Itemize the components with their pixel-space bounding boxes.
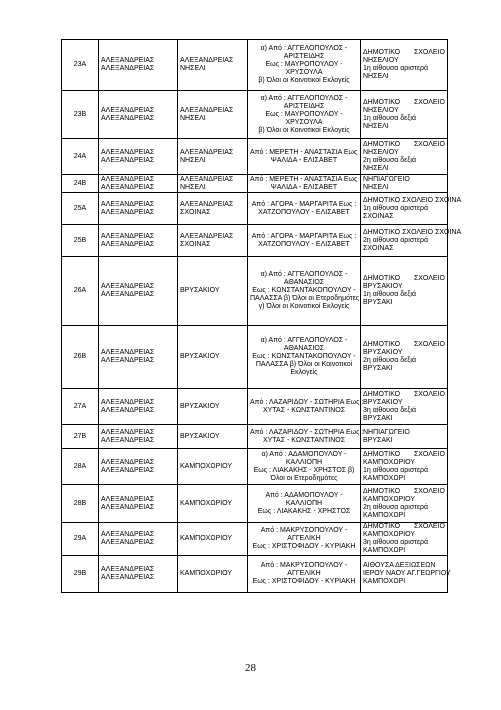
voters-line: ΧΑΤΖΟΠΟΥΛΟΥ - ΕΛΙΣΑΒΕΤ	[258, 240, 350, 248]
page-number: 28	[245, 662, 256, 674]
voters-line: Από : ΜΕΡΕΤΗ - ΑΝΑΣΤΑΣΙΑ Εως :	[250, 175, 362, 183]
polling-place-line: ΒΡΥΣΑΚΙΟΥ	[363, 398, 403, 406]
polling-place-line: 1η αίθουσα αριστερά	[363, 204, 429, 212]
polling-place-line: 3η αίθουσα αριστερά	[363, 539, 429, 546]
municipal-unit-line: ΑΛΕΞΑΝΔΡΕΙΑΣ	[101, 458, 155, 466]
polling-place-line: ΣΧΟΙΝΑΣ	[363, 212, 394, 220]
voters-line: ΑΘΑΝΑΣΙΟΣ	[283, 279, 325, 286]
polling-place-line: ΒΡΥΣΑΚΙ	[363, 436, 393, 444]
polling-place-line: ΝΗΣΕΛΙΟΥ	[363, 106, 399, 114]
municipal-unit-line: ΑΛΕΞΑΝΔΡΕΙΑΣ	[101, 200, 155, 208]
polling-place-cell	[361, 425, 448, 449]
voters-line: β) Όλοι οι Κοινοτικοί Εκλογείς	[258, 126, 350, 134]
table-row	[62, 139, 448, 175]
station-code-cell: 24Β	[62, 175, 99, 193]
polling-place-line: 2η αίθουσα δεξιά	[363, 156, 417, 164]
polling-place-line: ΒΡΥΣΑΚΙ	[363, 414, 393, 422]
voters-range-cell	[248, 389, 364, 425]
polling-place-line: ΔΗΜΟΤΙΚΟ ΣΧΟΛΕΙΟ ΣΧΟΙΝΑ	[363, 196, 462, 204]
municipal-unit-cell	[99, 257, 178, 326]
voters-range-cell	[248, 175, 361, 193]
polling-place-line: 1η αίθουσα δεξιά	[363, 114, 417, 122]
area-cell	[178, 425, 248, 449]
polling-place-cell	[361, 175, 448, 193]
polling-place-line: ΚΑΜΠΟΧΩΡΙ	[363, 547, 406, 554]
polling-place-cell	[361, 485, 448, 523]
table-row	[62, 523, 448, 556]
municipal-unit-line: ΑΛΕΞΑΝΔΡΕΙΑΣ	[101, 291, 155, 298]
voters-range-cell	[248, 193, 361, 225]
area-line: ΚΑΜΠΟΧΩΡΙΟΥ	[180, 570, 233, 577]
polling-place-cell	[361, 326, 448, 389]
area-line: ΑΛΕΞΑΝΔΡΕΙΑΣ	[180, 232, 234, 240]
municipal-unit-line: ΑΛΕΞΑΝΔΡΕΙΑΣ	[101, 436, 155, 444]
voters-line: Εως : ΜΑΥΡΟΠΟΥΛΟΥ -	[265, 61, 343, 68]
area-cell	[178, 389, 248, 425]
municipal-unit-line: ΑΛΕΞΑΝΔΡΕΙΑΣ	[101, 240, 155, 248]
polling-place-cell	[361, 225, 462, 257]
area-line: ΑΛΕΞΑΝΔΡΕΙΑΣ	[180, 200, 234, 208]
municipal-unit-cell	[99, 449, 178, 485]
voters-line: Όλοι οι Ετεροδημότες	[270, 474, 338, 482]
polling-place-line: ΝΗΣΕΛΙΟΥ	[363, 57, 399, 64]
voters-line: ΠΑΛΑΣΣΑ β) Όλοι οι Κοινοτικοί	[255, 361, 353, 368]
polling-place-word: ΣΧΟΛΕΙΟ	[413, 390, 445, 398]
voters-range-cell	[248, 485, 361, 523]
polling-place-line: 2η αίθουσα δεξιά	[363, 357, 417, 364]
station-code-cell: 25Α	[62, 193, 99, 225]
polling-place-word: ΣΧΟΛΕΙΟ	[413, 275, 445, 282]
station-code-cell: 25Β	[62, 225, 99, 257]
polling-place-line: ΚΑΜΠΟΧΩΡΙΟΥ	[363, 531, 416, 538]
municipal-unit-cell	[99, 425, 178, 449]
table-row	[62, 91, 448, 139]
voters-line: Εως : ΜΑΥΡΟΠΟΥΛΟΥ -	[265, 110, 343, 118]
polling-place-word: ΣΧΟΛΕΙΟ	[413, 450, 445, 458]
voters-line: α) Από : ΑΓΓΕΛΟΠΟΥΛΟΣ -	[260, 45, 348, 52]
area-cell	[178, 556, 248, 593]
voters-line: Από : ΑΓΟΡΑ - ΜΑΡΓΑΡΙΤΑ Εως :	[251, 232, 357, 240]
polling-place-line: 1η αίθουσα αριστερά	[363, 65, 429, 72]
area-cell	[178, 175, 248, 193]
municipal-unit-cell	[99, 389, 178, 425]
station-code-cell: 28Β	[62, 485, 99, 523]
voters-line: ΑΡΙΣΤΕΙΔΗΣ	[283, 53, 325, 60]
area-cell	[178, 326, 248, 389]
polling-place-line: 2η αίθουσα αριστερά	[363, 503, 429, 511]
polling-place-header-line	[363, 275, 445, 283]
polling-place-line: ΚΑΜΠΟΧΩΡΙ	[363, 511, 406, 519]
voters-range-cell	[248, 40, 361, 91]
polling-place-line: ΒΡΥΣΑΚΙΟΥ	[363, 349, 403, 356]
voters-line: Από : ΜΕΡΕΤΗ - ΑΝΑΣΤΑΣΙΑ Εως :	[250, 148, 362, 156]
table-row	[62, 425, 448, 449]
station-code-cell: 27Α	[62, 389, 99, 425]
polling-place-line: 1η αίθουσα δεξιά	[363, 291, 417, 298]
area-cell	[178, 449, 248, 485]
area-line: ΒΡΥΣΑΚΙΟΥ	[180, 287, 220, 294]
municipal-unit-cell	[99, 40, 178, 91]
voters-line: Εως : ΧΡΙΣΤΟΦΙΔΟΥ - ΚΥΡΙΑΚΗ	[252, 578, 356, 585]
municipal-unit-line: ΑΛΕΞΑΝΔΡΕΙΑΣ	[101, 531, 155, 538]
station-code-cell: 23Α	[62, 40, 99, 91]
polling-place-line: 1η αίθουσα αριστερά	[363, 466, 429, 474]
area-cell	[178, 193, 248, 225]
voters-line: Από : ΑΔΑΜΟΠΟΥΛΟΥ -	[265, 491, 343, 499]
polling-place-cell	[361, 523, 448, 556]
polling-place-cell	[361, 556, 451, 593]
polling-place-line: ΣΧΟΙΝΑΣ	[363, 244, 394, 252]
municipal-unit-cell	[99, 175, 178, 193]
municipal-unit-line: ΑΛΕΞΑΝΔΡΕΙΑΣ	[101, 156, 155, 164]
area-cell	[178, 485, 248, 523]
polling-place-header-line	[363, 141, 445, 149]
voters-range-cell	[248, 523, 361, 556]
municipal-unit-line: ΑΛΕΞΑΝΔΡΕΙΑΣ	[101, 148, 155, 156]
polling-place-word: ΣΧΟΛΕΙΟ	[413, 523, 445, 530]
area-line: ΚΑΜΠΟΧΩΡΙΟΥ	[180, 499, 233, 507]
municipal-unit-line: ΑΛΕΞΑΝΔΡΕΙΑΣ	[101, 106, 155, 114]
voters-range-cell	[248, 449, 361, 485]
polling-place-line: ΚΑΜΠΟΧΩΡΙΟΥ	[363, 458, 416, 466]
municipal-unit-line: ΑΛΕΞΑΝΔΡΕΙΑΣ	[101, 357, 155, 364]
voters-line: ΑΓΓΕΛΙΚΗ	[287, 535, 321, 542]
station-code-cell: 28Α	[62, 449, 99, 485]
municipal-unit-line: ΑΛΕΞΑΝΔΡΕΙΑΣ	[101, 232, 155, 240]
voters-line: Εως : ΚΩΝΣΤΑΝΤΑΚΟΠΟΥΛΟΥ -	[252, 353, 356, 360]
voters-line: γ) Όλοι οι Κοινοτικοί Εκλογείς	[258, 303, 350, 310]
area-line: ΝΗΣΕΛΙ	[180, 114, 206, 122]
voters-line: ΧΥΤΑΣ - ΚΩΝΣΤΑΝΤΙΝΟΣ	[262, 406, 346, 414]
polling-place-header-line	[363, 341, 445, 349]
table-row	[62, 449, 448, 485]
voters-line: Από : ΑΓΟΡΑ - ΜΑΡΓΑΡΙΤΑ Εως :	[251, 200, 357, 208]
area-line: ΒΡΥΣΑΚΙΟΥ	[180, 432, 220, 440]
station-code-cell: 26Β	[62, 326, 99, 389]
table-row	[62, 225, 448, 257]
polling-place-word: ΣΧΟΛΕΙΟ	[413, 49, 445, 56]
polling-place-line: ΚΑΜΠΟΧΩΡΙ	[363, 578, 406, 585]
municipal-unit-line: ΑΛΕΞΑΝΔΡΕΙΑΣ	[101, 183, 155, 191]
polling-place-line: ΝΗΠΙΑΓΩΓΕΙΟ	[363, 428, 410, 436]
polling-place-word: ΣΧΟΛΕΙΟ	[413, 487, 445, 495]
voters-line: α) Από : ΑΔΑΜΟΠΟΥΛΟΥ -	[261, 450, 347, 458]
polling-place-word: ΣΧΟΛΕΙΟ	[413, 341, 445, 348]
voters-line: ΧΡΥΣΟΥΛΑ	[285, 69, 323, 76]
polling-place-word: ΣΧΟΛΕΙΟ	[413, 140, 445, 148]
polling-place-line: 3η αίθουσα δεξιά	[363, 406, 417, 414]
voters-range-cell	[248, 225, 361, 257]
polling-place-line: ΔΗΜΟΤΙΚΟ ΣΧΟΛΕΙΟ ΣΧΟΙΝΑ	[363, 228, 462, 236]
municipal-unit-line: ΑΛΕΞΑΝΔΡΕΙΑΣ	[101, 283, 155, 290]
polling-place-header-line	[363, 49, 445, 57]
table-row	[62, 257, 448, 326]
municipal-unit-line: ΑΛΕΞΑΝΔΡΕΙΑΣ	[101, 539, 155, 546]
polling-place-word: ΔΗΜΟΤΙΚΟ	[363, 49, 401, 56]
municipal-unit-line: ΑΛΕΞΑΝΔΡΕΙΑΣ	[101, 503, 155, 511]
polling-stations-table	[61, 39, 462, 593]
voters-line: Από : ΜΑΚΡΥΣΟΠΟΥΛΟΥ -	[260, 527, 348, 534]
voters-range-cell	[248, 139, 361, 175]
voters-line: ΚΑΛΛΙΟΠΗ	[285, 499, 323, 507]
polling-place-word: ΔΗΜΟΤΙΚΟ	[363, 341, 401, 348]
municipal-unit-cell	[99, 91, 178, 139]
voters-range-cell	[248, 425, 364, 449]
table-row	[62, 175, 448, 193]
polling-place-word: ΔΗΜΟΤΙΚΟ	[363, 450, 401, 458]
municipal-unit-line: ΑΛΕΞΑΝΔΡΕΙΑΣ	[101, 65, 155, 72]
polling-place-word: ΔΗΜΟΤΙΚΟ	[363, 275, 401, 282]
area-cell	[178, 257, 248, 326]
polling-place-cell	[361, 40, 448, 91]
polling-place-line: ΒΡΥΣΑΚΙ	[363, 365, 393, 372]
voters-line: Εκλογείς	[290, 369, 318, 376]
station-code-cell: 23Β	[62, 91, 99, 139]
voters-range-cell	[248, 326, 361, 389]
municipal-unit-cell	[99, 556, 178, 593]
table-row	[62, 326, 448, 389]
area-line: ΣΧΟΙΝΑΣ	[180, 208, 211, 216]
area-line: ΝΗΣΕΛΙ	[180, 65, 206, 72]
polling-place-word: ΔΗΜΟΤΙΚΟ	[363, 140, 401, 148]
municipal-unit-line: ΑΛΕΞΑΝΔΡΕΙΑΣ	[101, 495, 155, 503]
voters-line: ΑΓΓΕΛΙΚΗ	[287, 570, 321, 577]
polling-place-line: ΝΗΣΕΛΙΟΥ	[363, 148, 399, 156]
polling-place-cell	[361, 139, 448, 175]
polling-place-word: ΔΗΜΟΤΙΚΟ	[363, 487, 401, 495]
polling-place-line: ΒΡΥΣΑΚΙ	[363, 299, 393, 306]
voters-line: ΑΡΙΣΤΕΙΔΗΣ	[283, 102, 325, 110]
voters-line: α) Από : ΑΓΓΕΛΟΠΟΥΛΟΣ -	[260, 94, 348, 102]
table-body	[62, 40, 462, 593]
municipal-unit-line: ΑΛΕΞΑΝΔΡΕΙΑΣ	[101, 175, 155, 183]
voters-range-cell	[248, 257, 361, 326]
polling-place-cell	[361, 193, 462, 225]
polling-place-header-line	[363, 99, 445, 107]
table-row	[62, 556, 448, 593]
voters-line: ΨΑΛΙΔΑ - ΕΛΙΣΑΒΕΤ	[270, 183, 338, 191]
municipal-unit-cell	[99, 139, 178, 175]
municipal-unit-line: ΑΛΕΞΑΝΔΡΕΙΑΣ	[101, 428, 155, 436]
voters-line: Εως : ΛΙΑΚΑΚΗΣ - ΧΡΗΣΤΟΣ	[257, 507, 351, 515]
area-cell	[178, 40, 248, 91]
municipal-unit-cell	[99, 485, 178, 523]
polling-place-word: ΔΗΜΟΤΙΚΟ	[363, 390, 401, 398]
polling-place-line: ΚΑΜΠΟΧΩΡΙ	[363, 474, 406, 482]
municipal-unit-line: ΑΛΕΞΑΝΔΡΕΙΑΣ	[101, 114, 155, 122]
voters-line: β) Όλοι οι Κοινοτικοί Εκλογείς	[258, 77, 350, 84]
polling-place-word: ΔΗΜΟΤΙΚΟ	[363, 523, 401, 530]
area-line: ΚΑΜΠΟΧΩΡΙΟΥ	[180, 462, 233, 470]
area-line: ΒΡΥΣΑΚΙΟΥ	[180, 353, 220, 360]
area-line: ΝΗΣΕΛΙ	[180, 183, 206, 191]
municipal-unit-line: ΑΛΕΞΑΝΔΡΕΙΑΣ	[101, 208, 155, 216]
municipal-unit-line: ΑΛΕΞΑΝΔΡΕΙΑΣ	[101, 566, 155, 573]
polling-place-header-line	[363, 523, 445, 531]
station-code-cell: 29Β	[62, 556, 99, 593]
station-code-cell: 29Α	[62, 523, 99, 556]
area-line: ΑΛΕΞΑΝΔΡΕΙΑΣ	[180, 148, 234, 156]
area-cell	[178, 225, 248, 257]
table-row	[62, 40, 448, 91]
municipal-unit-cell	[99, 326, 178, 389]
municipal-unit-cell	[99, 193, 178, 225]
municipal-unit-line: ΑΛΕΞΑΝΔΡΕΙΑΣ	[101, 349, 155, 356]
area-line: ΑΛΕΞΑΝΔΡΕΙΑΣ	[180, 106, 234, 114]
municipal-unit-line: ΑΛΕΞΑΝΔΡΕΙΑΣ	[101, 466, 155, 474]
table-row	[62, 193, 448, 225]
polling-place-line: 2η αίθουσα αριστερά	[363, 236, 429, 244]
table-row	[62, 485, 448, 523]
municipal-unit-line: ΑΛΕΞΑΝΔΡΕΙΑΣ	[101, 406, 155, 414]
voters-line: Εως : ΧΡΙΣΤΟΦΙΔΟΥ - ΚΥΡΙΑΚΗ	[252, 543, 356, 550]
polling-place-word: ΣΧΟΛΕΙΟ	[413, 98, 445, 106]
municipal-unit-line: ΑΛΕΞΑΝΔΡΕΙΑΣ	[101, 574, 155, 581]
area-cell	[178, 91, 248, 139]
voters-line: Από : ΛΑΖΑΡΙΔΟΥ - ΣΩΤΗΡΙΑ Εως :	[250, 398, 364, 406]
area-line: ΑΛΕΞΑΝΔΡΕΙΑΣ	[180, 57, 234, 64]
municipal-unit-line: ΑΛΕΞΑΝΔΡΕΙΑΣ	[101, 398, 155, 406]
voters-line: ΧΑΤΖΟΠΟΥΛΟΥ - ΕΛΙΣΑΒΕΤ	[258, 208, 350, 216]
voters-range-cell	[248, 556, 361, 593]
municipal-unit-cell	[99, 225, 178, 257]
station-code-cell: 26Α	[62, 257, 99, 326]
polling-place-cell	[361, 91, 448, 139]
area-line: ΒΡΥΣΑΚΙΟΥ	[180, 402, 220, 410]
polling-place-header-line	[363, 488, 445, 496]
voters-line: ΑΘΑΝΑΣΙΟΣ	[283, 345, 325, 352]
municipal-unit-cell	[99, 523, 178, 556]
polling-place-cell	[361, 257, 448, 326]
polling-place-cell	[361, 449, 448, 485]
area-cell	[178, 523, 248, 556]
station-code-cell: 24Α	[62, 139, 99, 175]
polling-place-line: ΙΕΡΟΥ ΝΑΟΥ ΑΓ.ΓΕΩΡΓΙΟΥ	[363, 570, 451, 577]
voters-line: α) Από : ΑΓΓΕΛΟΠΟΥΛΟΣ -	[260, 271, 348, 278]
area-line: ΑΛΕΞΑΝΔΡΕΙΑΣ	[180, 175, 234, 183]
area-line: ΝΗΣΕΛΙ	[180, 156, 206, 164]
voters-range-cell	[248, 91, 361, 139]
voters-line: ΧΥΤΑΣ - ΚΩΝΣΤΑΝΤΙΝΟΣ	[262, 436, 346, 444]
voters-line: Εως : ΛΙΑΚΑΚΗΣ - ΧΡΗΣΤΟΣ β)	[253, 466, 355, 474]
voters-line: ΧΡΥΣΟΥΛΑ	[285, 118, 323, 126]
voters-line: ΚΑΛΛΙΟΠΗ	[285, 458, 323, 466]
polling-place-line: ΑΙΘΟΥΣΑ ΔΕΞΙΩΣΕΩΝ	[363, 562, 436, 569]
voters-line: ΨΑΛΙΔΑ - ΕΛΙΣΑΒΕΤ	[270, 156, 338, 164]
polling-place-line: ΝΗΣΕΛΙ	[363, 164, 389, 172]
voters-line: Εως : ΚΩΝΣΤΑΝΤΑΚΟΠΟΥΛΟΥ -	[252, 287, 356, 294]
table-row	[62, 389, 448, 425]
station-code-cell: 27Β	[62, 425, 99, 449]
area-cell	[178, 139, 248, 175]
municipal-unit-line: ΑΛΕΞΑΝΔΡΕΙΑΣ	[101, 57, 155, 64]
polling-place-line: ΝΗΣΕΛΙ	[363, 122, 389, 130]
polling-place-header-line	[363, 451, 445, 459]
polling-place-line: ΝΗΠΙΑΓΩΓΕΙΟ	[363, 175, 410, 183]
polling-place-word: ΔΗΜΟΤΙΚΟ	[363, 98, 401, 106]
polling-place-header-line	[363, 391, 445, 399]
area-line: ΚΑΜΠΟΧΩΡΙΟΥ	[180, 535, 233, 542]
polling-place-line: ΒΡΥΣΑΚΙΟΥ	[363, 283, 403, 290]
polling-place-line: ΝΗΣΕΛΙ	[363, 73, 389, 80]
polling-place-line: ΝΗΣΕΛΙ	[363, 183, 389, 191]
polling-place-cell	[361, 389, 448, 425]
voters-line: α) Από : ΑΓΓΕΛΟΠΟΥΛΟΣ -	[260, 337, 348, 344]
voters-line: Από : ΛΑΖΑΡΙΔΟΥ - ΣΩΤΗΡΙΑ Εως :	[250, 428, 364, 436]
voters-line: ΠΑΛΑΣΣΑ β) Όλοι οι Ετεροδημότες	[250, 295, 360, 302]
polling-place-line: ΚΑΜΠΟΧΩΡΙΟΥ	[363, 495, 416, 503]
area-line: ΣΧΟΙΝΑΣ	[180, 240, 211, 248]
voters-line: Από : ΜΑΚΡΥΣΟΠΟΥΛΟΥ -	[260, 562, 348, 569]
